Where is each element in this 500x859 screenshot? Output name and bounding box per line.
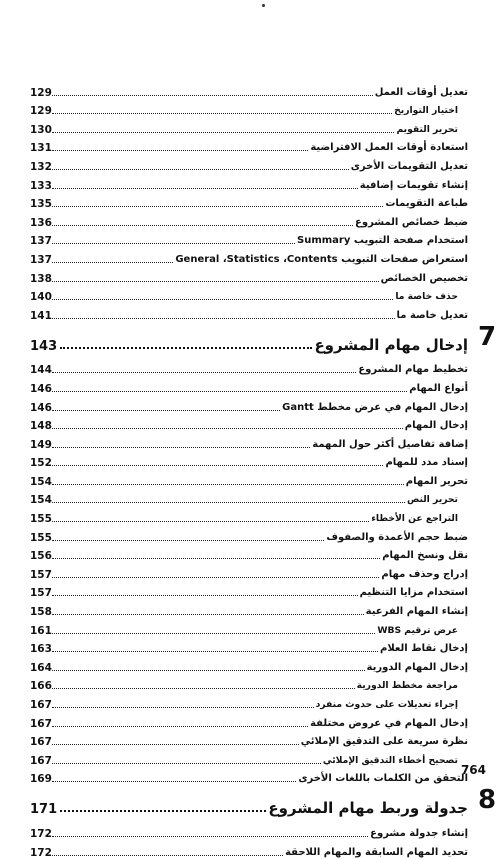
dot-leader bbox=[60, 347, 312, 349]
dot-leader bbox=[52, 150, 308, 151]
toc-entry[interactable] bbox=[30, 285, 470, 304]
entry-page-number: 148 bbox=[30, 420, 52, 433]
entry-title: إنشاء جدولة مشروع bbox=[370, 827, 468, 839]
dot-leader bbox=[52, 113, 392, 114]
dot-leader bbox=[52, 707, 314, 708]
dot-leader bbox=[52, 726, 308, 727]
entry-page-number: 129 bbox=[30, 105, 52, 118]
entry-page-number: 152 bbox=[30, 457, 52, 470]
entry-title: إسناد مدد للمهام bbox=[385, 457, 468, 469]
entry-title: اختيار التواريخ bbox=[394, 105, 458, 117]
dot-leader bbox=[52, 132, 394, 133]
toc-entry[interactable] bbox=[30, 581, 470, 600]
entry-title: التحقق من الكلمات باللغات الأخرى bbox=[298, 773, 468, 785]
dot-leader bbox=[52, 465, 383, 466]
entry-page-number: 157 bbox=[30, 587, 52, 600]
entry-title: نقل ونسخ المهام bbox=[382, 550, 468, 562]
chapter-number: 8 bbox=[477, 785, 497, 816]
entry-page-number: 167 bbox=[30, 717, 52, 730]
dot-leader bbox=[52, 595, 358, 596]
entry-title: استخدام مزايا التنظيم bbox=[359, 587, 468, 599]
toc-entry[interactable] bbox=[30, 247, 470, 266]
entry-title: عرض ترقيم WBS bbox=[377, 624, 458, 636]
chapter-number: 7 bbox=[477, 321, 497, 352]
entry-page-number: 156 bbox=[30, 550, 52, 563]
entry-title: إنشاء تقويمات إضافية bbox=[359, 179, 468, 191]
toc-entry[interactable] bbox=[30, 692, 470, 711]
dot-leader bbox=[52, 855, 283, 856]
entry-title: تصحيح أخطاء التدقيق الإملائي bbox=[322, 754, 458, 766]
dot-leader bbox=[52, 318, 395, 319]
toc-entry[interactable] bbox=[30, 358, 470, 377]
entry-page-number: 140 bbox=[30, 291, 52, 304]
toc-entry[interactable] bbox=[30, 136, 470, 155]
dot-leader bbox=[52, 95, 373, 96]
entry-page-number: 136 bbox=[30, 216, 52, 229]
entry-title: استخدام صفحة التبويب Summary bbox=[297, 235, 468, 247]
entry-title: التراجع عن الأخطاء bbox=[371, 513, 458, 525]
entry-title: إجراء تعديلات على حدوث منفرد bbox=[315, 699, 458, 710]
dot-leader bbox=[52, 781, 296, 782]
dot-leader bbox=[52, 243, 295, 244]
entry-page-number: 164 bbox=[30, 661, 52, 674]
entry-page-number: 137 bbox=[30, 253, 52, 266]
toc-entry[interactable] bbox=[30, 154, 470, 173]
entry-title: تعديل أوقات العمل bbox=[374, 86, 468, 98]
entry-page-number: 155 bbox=[30, 531, 52, 544]
toc-entry[interactable] bbox=[30, 80, 470, 99]
entry-title: إدراج وحذف مهام bbox=[381, 568, 468, 580]
toc-entry[interactable] bbox=[30, 432, 470, 451]
entry-page-number: 166 bbox=[30, 680, 52, 693]
entry-title: استعادة أوقات العمل الافتراضية bbox=[310, 142, 468, 154]
dot-leader bbox=[52, 670, 365, 671]
toc-entry[interactable] bbox=[30, 599, 470, 618]
entry-title: تعديل التقويمات الأخرى bbox=[350, 160, 468, 172]
toc-entry[interactable] bbox=[30, 711, 470, 730]
toc-entry[interactable] bbox=[30, 840, 470, 859]
entry-page-number: 133 bbox=[30, 179, 52, 192]
dot-leader bbox=[52, 428, 403, 429]
entry-page-number: 154 bbox=[30, 494, 52, 507]
dot-leader bbox=[52, 484, 404, 485]
entry-title: حذف خاصة ما bbox=[395, 291, 458, 303]
entry-title: طباعة التقويمات bbox=[385, 198, 468, 210]
dot-leader bbox=[52, 447, 310, 448]
entry-page-number: 132 bbox=[30, 160, 52, 173]
entry-page-number: 167 bbox=[30, 736, 52, 749]
toc-entry[interactable] bbox=[30, 229, 470, 248]
chapter-title: إدخال مهام المشروع bbox=[314, 335, 468, 354]
page-number: 764 bbox=[460, 763, 486, 777]
dot-leader bbox=[52, 614, 364, 615]
chapter-page-number: 143 bbox=[30, 338, 58, 354]
entry-title: تعديل خاصة ما bbox=[396, 309, 468, 321]
entry-page-number: 146 bbox=[30, 401, 52, 414]
entry-page-number: 161 bbox=[30, 624, 52, 637]
entry-title: أنواع المهام bbox=[409, 382, 468, 394]
toc-entry[interactable] bbox=[30, 674, 470, 693]
toc-entry[interactable] bbox=[30, 767, 470, 786]
toc-entry[interactable] bbox=[30, 99, 470, 118]
entry-title: إدخال المهام الدورية bbox=[366, 661, 468, 673]
entry-title: إدخال المهام في عروض مختلفة bbox=[310, 717, 468, 729]
chapter-title: جدولة وربط مهام المشروع bbox=[268, 799, 468, 818]
chapter-heading[interactable] bbox=[30, 785, 497, 818]
dot-leader bbox=[52, 169, 349, 170]
toc-entry[interactable] bbox=[30, 414, 470, 433]
entry-page-number: 157 bbox=[30, 568, 52, 581]
dot-leader bbox=[52, 299, 393, 300]
dot-leader bbox=[52, 744, 299, 745]
entry-title: استعراض صفحات التبويب General ،Statistics ،Contents bbox=[175, 253, 468, 265]
entry-page-number: 167 bbox=[30, 699, 52, 711]
dot-leader bbox=[52, 651, 378, 652]
entry-title: نظرة سريعة على التدقيق الإملائي bbox=[300, 736, 468, 748]
entry-title: ضبط حجم الأعمدة والصفوف bbox=[326, 531, 468, 543]
toc-entry[interactable] bbox=[30, 821, 470, 840]
toc-entry[interactable] bbox=[30, 210, 470, 229]
dot-leader bbox=[60, 810, 266, 812]
dot-leader bbox=[52, 540, 324, 541]
entry-page-number: 141 bbox=[30, 309, 52, 322]
entry-page-number: 163 bbox=[30, 643, 52, 656]
dot-leader bbox=[52, 391, 407, 392]
dot-leader bbox=[52, 577, 379, 578]
toc-entry[interactable] bbox=[30, 655, 470, 674]
toc-entry[interactable] bbox=[30, 266, 470, 285]
chapter-heading[interactable] bbox=[30, 321, 497, 354]
entry-title: ضبط خصائص المشروع bbox=[355, 216, 468, 228]
toc-entry[interactable] bbox=[30, 637, 470, 656]
entry-page-number: 172 bbox=[30, 846, 52, 859]
toc-entry[interactable] bbox=[30, 544, 470, 563]
entry-title: تخطيط مهام المشروع bbox=[358, 364, 468, 376]
toc-entry[interactable] bbox=[30, 173, 470, 192]
dot-leader bbox=[52, 558, 380, 559]
entry-title: تحرير النص bbox=[406, 494, 458, 506]
entry-title: إضافة تفاصيل أكثر حول المهمة bbox=[312, 438, 468, 450]
toc-entry[interactable] bbox=[30, 451, 470, 470]
entry-page-number: 131 bbox=[30, 142, 52, 155]
dot-leader bbox=[52, 410, 280, 411]
toc-entry[interactable] bbox=[30, 506, 470, 525]
dot-leader bbox=[52, 206, 383, 207]
dot-leader bbox=[52, 836, 368, 837]
toc-entry[interactable] bbox=[30, 748, 470, 767]
toc-entry[interactable] bbox=[30, 469, 470, 488]
dot-leader bbox=[52, 225, 353, 226]
dot-leader bbox=[52, 763, 321, 764]
entry-page-number: 146 bbox=[30, 382, 52, 395]
toc-entry[interactable] bbox=[30, 117, 470, 136]
toc-entry[interactable] bbox=[30, 618, 470, 637]
toc-entry[interactable] bbox=[30, 395, 470, 414]
entry-title: إنشاء المهام الفرعية bbox=[365, 606, 468, 618]
toc-entry[interactable] bbox=[30, 562, 470, 581]
entry-page-number: 172 bbox=[30, 827, 52, 840]
dot-leader bbox=[52, 372, 356, 373]
toc-entry[interactable] bbox=[30, 730, 470, 749]
entry-title: تخصيص الخصائص bbox=[380, 272, 468, 284]
entry-title: تحديد المهام السابقة والمهام اللاحقة bbox=[285, 846, 468, 858]
toc-entry[interactable] bbox=[30, 525, 470, 544]
entry-page-number: 129 bbox=[30, 86, 52, 99]
entry-page-number: 135 bbox=[30, 198, 52, 211]
toc-entry[interactable] bbox=[30, 303, 470, 322]
entry-page-number: 130 bbox=[30, 123, 52, 136]
toc-entry[interactable] bbox=[30, 192, 470, 211]
dot-leader bbox=[52, 521, 369, 522]
dot-leader bbox=[52, 633, 375, 634]
dot-leader bbox=[52, 688, 355, 689]
entry-page-number: 137 bbox=[30, 235, 52, 248]
entry-page-number: 158 bbox=[30, 606, 52, 619]
dot-leader bbox=[52, 262, 173, 263]
entry-page-number: 154 bbox=[30, 475, 52, 488]
dot-leader bbox=[52, 188, 358, 189]
entry-title: إدخال المهام bbox=[404, 420, 468, 432]
entry-page-number: 167 bbox=[30, 754, 52, 767]
dot-leader bbox=[52, 502, 405, 503]
entry-title: تحرير التقويم bbox=[396, 123, 458, 135]
chapter-page-number: 171 bbox=[30, 802, 58, 818]
entry-title: مراجعة مخطط الدورية bbox=[356, 680, 458, 692]
entry-title: تحرير المهام bbox=[405, 475, 468, 487]
toc-entry[interactable] bbox=[30, 488, 470, 507]
toc-entry[interactable] bbox=[30, 376, 470, 395]
entry-title: إدخال المهام في عرض مخطط Gantt bbox=[282, 401, 468, 413]
entry-title: إدخال نقاط العلام bbox=[379, 643, 468, 655]
entry-page-number: 138 bbox=[30, 272, 52, 285]
entry-page-number: 155 bbox=[30, 513, 52, 526]
scan-dot bbox=[262, 4, 265, 7]
dot-leader bbox=[52, 281, 379, 282]
entry-page-number: 144 bbox=[30, 364, 52, 377]
entry-page-number: 149 bbox=[30, 438, 52, 451]
entry-page-number: 169 bbox=[30, 773, 52, 786]
